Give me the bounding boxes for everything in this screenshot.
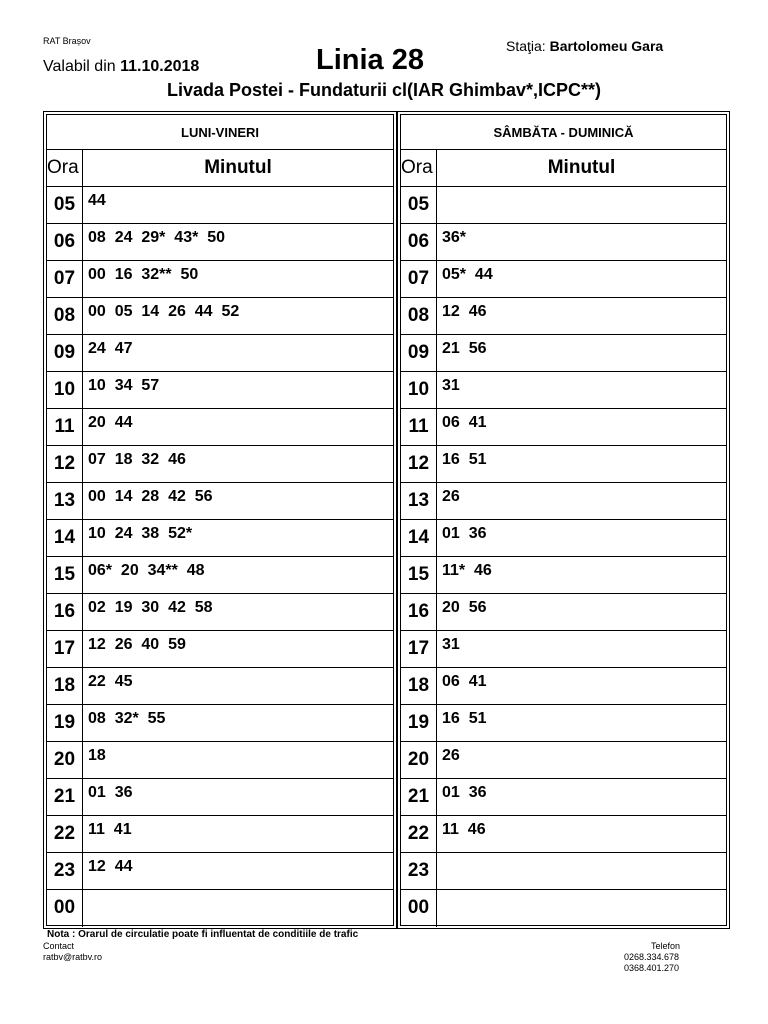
valid-from (43, 58, 199, 76)
hour-cell: 05 (401, 187, 437, 223)
table-row (47, 668, 393, 705)
table-row (47, 187, 393, 224)
minutes-cell: 26 (442, 488, 460, 505)
minutes-cell: 06 41 (442, 673, 487, 690)
hour-cell: 08 (47, 298, 83, 334)
weekend-column-header (401, 150, 726, 187)
table-row (401, 816, 726, 853)
table-row (401, 520, 726, 557)
hour-cell: 05 (47, 187, 83, 223)
minutes-cell: 01 36 (88, 784, 133, 801)
contact-label: Contact (43, 941, 75, 951)
timetable (43, 111, 730, 929)
phone-label: Telefon (651, 941, 681, 951)
minutes-cell: 36* (442, 229, 467, 246)
table-row (401, 890, 726, 927)
table-row (401, 335, 726, 372)
minutes-cell: 12 44 (88, 858, 133, 875)
table-row (401, 742, 726, 779)
weekday-column-header (47, 150, 393, 187)
minutes-cell: 07 18 32 46 (88, 451, 186, 468)
hour-header: Ora (401, 150, 437, 186)
station-label: Staţia: (506, 38, 546, 54)
table-row (401, 372, 726, 409)
table-row (401, 446, 726, 483)
minutes-cell: 44 (88, 192, 106, 209)
minutes-cell: 01 36 (442, 784, 487, 801)
hour-cell: 12 (47, 446, 83, 482)
hour-cell: 13 (47, 483, 83, 519)
table-row (47, 298, 393, 335)
valid-label: Valabil din (43, 58, 116, 75)
hour-cell: 13 (401, 483, 437, 519)
station-name: Bartolomeu Gara (549, 38, 664, 54)
table-row (47, 409, 393, 446)
table-row (401, 668, 726, 705)
company-name: RAT Brașov (43, 36, 91, 46)
weekend-panel (397, 111, 730, 929)
table-row (401, 261, 726, 298)
valid-date: 11.10.2018 (120, 58, 200, 75)
hour-cell: 16 (47, 594, 83, 630)
table-row (401, 224, 726, 261)
minute-header: Minutul (204, 157, 272, 178)
hour-cell: 09 (47, 335, 83, 371)
weekend-title: SÂMBĂTA - DUMINICĂ (401, 115, 726, 150)
table-row (401, 187, 726, 224)
weekday-title: LUNI-VINERI (47, 115, 393, 150)
station (506, 38, 663, 54)
minutes-cell: 02 19 30 42 58 (88, 599, 213, 616)
minutes-cell: 16 51 (442, 451, 487, 468)
table-row (47, 335, 393, 372)
table-row (401, 779, 726, 816)
table-row (47, 446, 393, 483)
contact-email[interactable]: ratbv@ratbv.ro (43, 952, 102, 962)
hour-cell: 23 (401, 853, 437, 889)
table-row (47, 779, 393, 816)
minutes-cell: 06* 20 34** 48 (88, 562, 205, 579)
hour-cell: 20 (47, 742, 83, 778)
table-row (401, 705, 726, 742)
minutes-cell: 22 45 (88, 673, 133, 690)
table-row (401, 483, 726, 520)
table-row (401, 557, 726, 594)
table-row (47, 224, 393, 261)
table-row (401, 409, 726, 446)
minutes-cell: 10 34 57 (88, 377, 160, 394)
hour-cell: 20 (401, 742, 437, 778)
hour-cell: 19 (401, 705, 437, 741)
minutes-cell: 06 41 (442, 414, 487, 431)
minute-header: Minutul (547, 157, 616, 178)
minutes-cell: 16 51 (442, 710, 487, 727)
minutes-cell: 20 56 (442, 599, 487, 616)
hour-cell: 10 (47, 372, 83, 408)
hour-cell: 18 (401, 668, 437, 704)
hour-cell: 11 (401, 409, 437, 445)
hour-cell: 08 (401, 298, 437, 334)
minutes-cell: 11* 46 (442, 562, 492, 579)
hour-cell: 07 (47, 261, 83, 297)
hour-cell: 15 (47, 557, 83, 593)
hour-cell: 22 (401, 816, 437, 852)
table-row (47, 261, 393, 298)
route-title: Livada Postei - Fundaturii cl(IAR Ghimbav*,ICPC**) (166, 80, 602, 100)
minutes-cell: 00 14 28 42 56 (88, 488, 213, 505)
minutes-cell: 31 (442, 636, 460, 653)
minutes-cell: 11 46 (442, 821, 486, 838)
minutes-cell: 05* 44 (442, 266, 493, 283)
table-row (47, 372, 393, 409)
footer-note: Nota : Orarul de circulatie poate fi influentat de conditiile de trafic (47, 929, 359, 940)
minutes-cell: 08 32* 55 (88, 710, 166, 727)
minutes-cell: 10 24 38 52* (88, 525, 193, 542)
hour-cell: 22 (47, 816, 83, 852)
hour-cell: 07 (401, 261, 437, 297)
minutes-cell: 12 46 (442, 303, 487, 320)
weekend-rows (401, 187, 726, 925)
hour-cell: 15 (401, 557, 437, 593)
hour-cell: 21 (401, 779, 437, 815)
hour-cell: 06 (401, 224, 437, 260)
hour-header: Ora (47, 150, 83, 186)
phone-number-2: 0368.401.270 (624, 963, 680, 973)
minutes-cell: 26 (442, 747, 460, 764)
table-row (47, 557, 393, 594)
hour-cell: 09 (401, 335, 437, 371)
minutes-cell: 24 47 (88, 340, 133, 357)
hour-cell: 00 (47, 890, 83, 927)
table-row (47, 594, 393, 631)
hour-cell: 17 (401, 631, 437, 667)
table-row (47, 520, 393, 557)
minutes-cell: 12 26 40 59 (88, 636, 186, 653)
table-row (47, 483, 393, 520)
table-row (47, 890, 393, 927)
minutes-cell: 11 41 (88, 821, 132, 838)
table-row (401, 594, 726, 631)
hour-cell: 14 (47, 520, 83, 556)
table-row (47, 631, 393, 668)
table-row (47, 816, 393, 853)
table-row (401, 631, 726, 668)
minutes-cell: 20 44 (88, 414, 133, 431)
table-row (401, 298, 726, 335)
hour-cell: 00 (401, 890, 437, 927)
hour-cell: 06 (47, 224, 83, 260)
weekday-panel (43, 111, 397, 929)
phone-number-1: 0268.334.678 (624, 952, 680, 962)
minutes-cell: 01 36 (442, 525, 487, 542)
table-row (401, 853, 726, 890)
hour-cell: 21 (47, 779, 83, 815)
hour-cell: 12 (401, 446, 437, 482)
hour-cell: 19 (47, 705, 83, 741)
hour-cell: 17 (47, 631, 83, 667)
hour-cell: 16 (401, 594, 437, 630)
minutes-cell: 18 (88, 747, 106, 764)
minutes-cell: 31 (442, 377, 460, 394)
table-row (47, 853, 393, 890)
minutes-cell: 00 05 14 26 44 52 (88, 303, 240, 320)
hour-cell: 10 (401, 372, 437, 408)
hour-cell: 11 (47, 409, 83, 445)
minutes-cell: 21 56 (442, 340, 487, 357)
hour-cell: 18 (47, 668, 83, 704)
weekday-rows (47, 187, 393, 925)
hour-cell: 14 (401, 520, 437, 556)
table-row (47, 742, 393, 779)
table-row (47, 705, 393, 742)
minutes-cell: 00 16 32** 50 (88, 266, 199, 283)
hour-cell: 23 (47, 853, 83, 889)
line-title: Linia 28 (316, 44, 424, 76)
minutes-cell: 08 24 29* 43* 50 (88, 229, 225, 246)
